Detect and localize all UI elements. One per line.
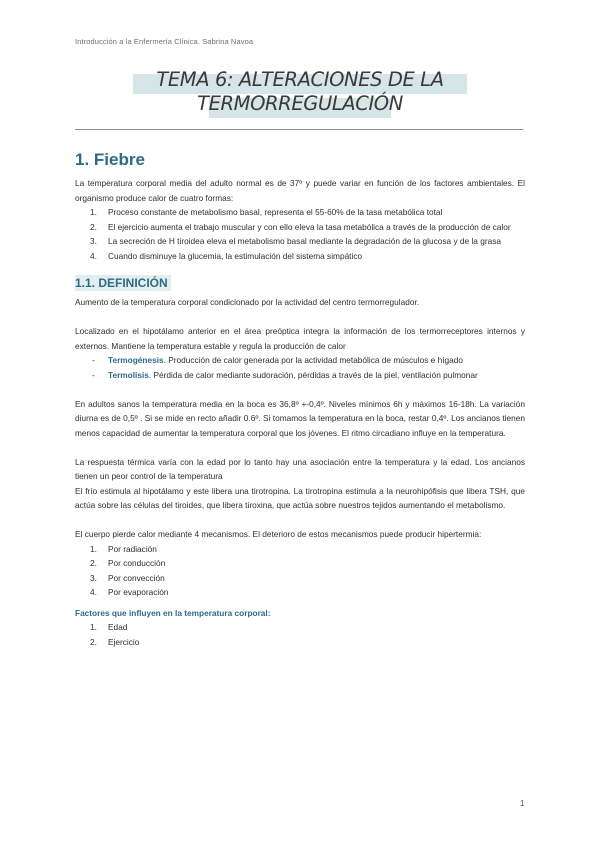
running-header: Introducción a la Enfermería Clínica. Sabrina Navoa	[75, 37, 254, 46]
term-termolisis: Termolisis	[108, 369, 149, 380]
heat-production-list	[75, 205, 525, 263]
list-item: 2. Por conducción	[90, 558, 166, 568]
title-line-2: TERMORREGULACIÓN	[197, 92, 403, 115]
paragraph: El frío estimula al hipotálamo y este libera una tirotropina. La tirotropina estimula a la neurohipófisis que libera TSH, que actúa sobre las células del tiroides, que libera tiroxina, que actúa sobre nuestros tejidos aumentando el metabolismo.	[75, 485, 525, 510]
list-item: 2. Ejercicio	[90, 636, 140, 647]
page-number: 1	[520, 799, 525, 808]
term-termogenesis: Termogénesis	[108, 355, 164, 365]
document-title	[133, 68, 467, 116]
section-heading-definicion: 1.1. DEFINICIÓN	[75, 275, 171, 291]
list-item: 1. Edad	[90, 622, 128, 632]
paragraph: Aumento de la temperatura corporal condicionado por la actividad del centro termorregulador.	[75, 297, 420, 307]
factors-list	[75, 620, 525, 649]
list-item: 2. El ejercicio aumenta el trabajo muscular y con ello eleva la tasa metabólica a través de la producción de calor	[90, 221, 511, 232]
title-line-1: TEMA 6: ALTERACIONES DE LA	[156, 68, 444, 91]
section-heading-fiebre: 1. Fiebre	[75, 150, 145, 169]
list-item: 3. Por convección	[90, 572, 165, 583]
thermo-bullet-list	[75, 353, 525, 382]
list-item: 1. Proceso constante de metabolismo basal, representa el 55-60% de la tasa metabólica total	[90, 207, 443, 217]
paragraph: En adultos sanos la temperatura media en la boca es 36,8º +-0,4º. Niveles mínimos 6h y máximos 16-18h. La variación diurna es de 0,5º . Si se mide en recto añadir 0.6º. Si tomamos la temperatura en la boca, restar 0,4º. Los ancianos tienen menos capacidad de aumentar la temperatura corporal que los jóvenes. El ritmo circadiano influye en la temperatura.	[75, 398, 525, 438]
paragraph: La temperatura corporal media del adulto normal es de 37º y puede variar en función de los factores ambientales. El organismo produce calor de cuatro formas:	[75, 178, 525, 203]
main-content	[75, 150, 525, 649]
list-item: 3. La secreción de H tiroidea eleva el metabolismo basal mediante la degradación de la glucosa y de la grasa	[90, 236, 501, 246]
list-item: - Termolisis. Pérdida de calor mediante sudoración, pérdidas a través de la piel, ventilación pulmonar	[92, 369, 478, 380]
list-item: - Termogénesis. Producción de calor generada por la actividad metabólica de músculos e hígado	[92, 355, 463, 365]
list-item: 1. Por radiación	[90, 543, 157, 554]
list-item: 4. Cuando disminuye la glucemia, la estimulación del sistema simpático	[90, 250, 363, 261]
factors-subheading: Factores que influyen en la temperatura corporal:	[75, 607, 271, 618]
divider	[75, 129, 523, 130]
paragraph: El cuerpo pierde calor mediante 4 mecanismos. El deterioro de estos mecanismos puede producir hipertermia:	[75, 529, 482, 539]
paragraph: La respuesta térmica varía con la edad por lo tanto hay una asociación entre la temperatura y la edad. Los ancianos tienen un peor control de la temperatura	[75, 456, 525, 481]
paragraph: Localizado en el hipotálamo anterior en el área preóptica integra la información de los termorreceptores internos y externos. Mantiene la temperatura estable y regula la producción de calor	[75, 326, 525, 351]
list-item: 4. Por evaporación	[90, 587, 169, 597]
heat-loss-mechanisms-list	[75, 542, 525, 600]
